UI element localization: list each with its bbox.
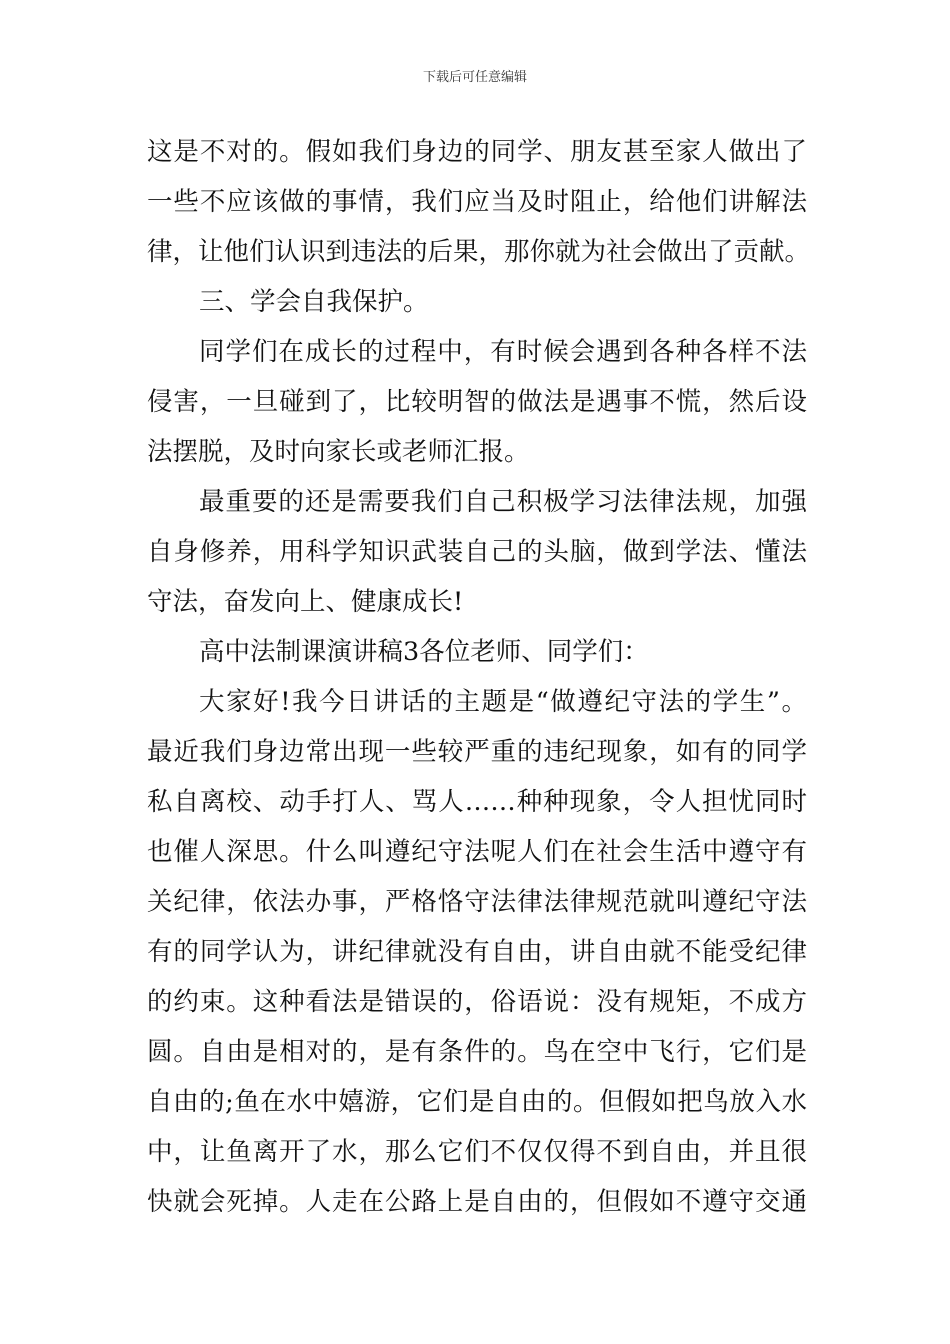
text-line: 最重要的还是需要我们自己积极学习法律法规，加强 [199, 487, 807, 517]
text-line: 律，让他们认识到违法的后果，那你就为社会做出了贡献。 [147, 237, 811, 267]
text-line: 快就会死掉。人走在公路上是自由的，但假如不遵守交通 [147, 1187, 807, 1217]
text-line: 自由的;鱼在水中嬉游，它们是自由的。但假如把鸟放入水 [147, 1087, 807, 1117]
text-line: 一些不应该做的事情，我们应当及时阻止，给他们讲解法 [147, 187, 807, 217]
text-line: 私自离校、动手打人、骂人……种种现象，令人担忧同时 [147, 787, 807, 817]
text-line: 这是不对的。假如我们身边的同学、朋友甚至家人做出了 [147, 137, 807, 167]
text-line: 也催人深思。什么叫遵纪守法呢人们在社会生活中遵守有 [147, 837, 807, 867]
section-heading: 三、学会自我保护。 [199, 287, 429, 317]
text-line: 有的同学认为，讲纪律就没有自由，讲自由就不能受纪律 [147, 937, 807, 967]
text-line: 大家好!我今日讲话的主题是“做遵纪守法的学生”。 [199, 687, 807, 717]
text-line: 圆。自由是相对的，是有条件的。鸟在空中飞行，它们是 [147, 1037, 807, 1067]
text-line: 中，让鱼离开了水，那么它们不仅仅得不到自由，并且很 [147, 1137, 807, 1167]
text-line: 守法，奋发向上、健康成长! [147, 587, 464, 617]
text-line: 侵害，一旦碰到了，比较明智的做法是遇事不慌，然后设 [147, 387, 807, 417]
text-line: 最近我们身边常出现一些较严重的违纪现象，如有的同学 [147, 737, 807, 767]
text-line: 关纪律，依法办事，严格恪守法律法律规范就叫遵纪守法 [147, 887, 807, 917]
text-line: 的约束。这种看法是错误的，俗语说：没有规矩，不成方 [147, 987, 807, 1017]
page-header-note: 下载后可任意编辑 [422, 70, 527, 85]
text-line: 同学们在成长的过程中，有时候会遇到各种各样不法 [199, 337, 807, 367]
document-body [147, 127, 811, 1227]
text-line: 自身修养，用科学知识武装自己的头脑，做到学法、懂法 [147, 537, 807, 567]
text-line: 法摆脱，及时向家长或老师汇报。 [147, 437, 530, 467]
speech-title: 高中法制课演讲稿3各位老师、同学们： [199, 637, 649, 667]
